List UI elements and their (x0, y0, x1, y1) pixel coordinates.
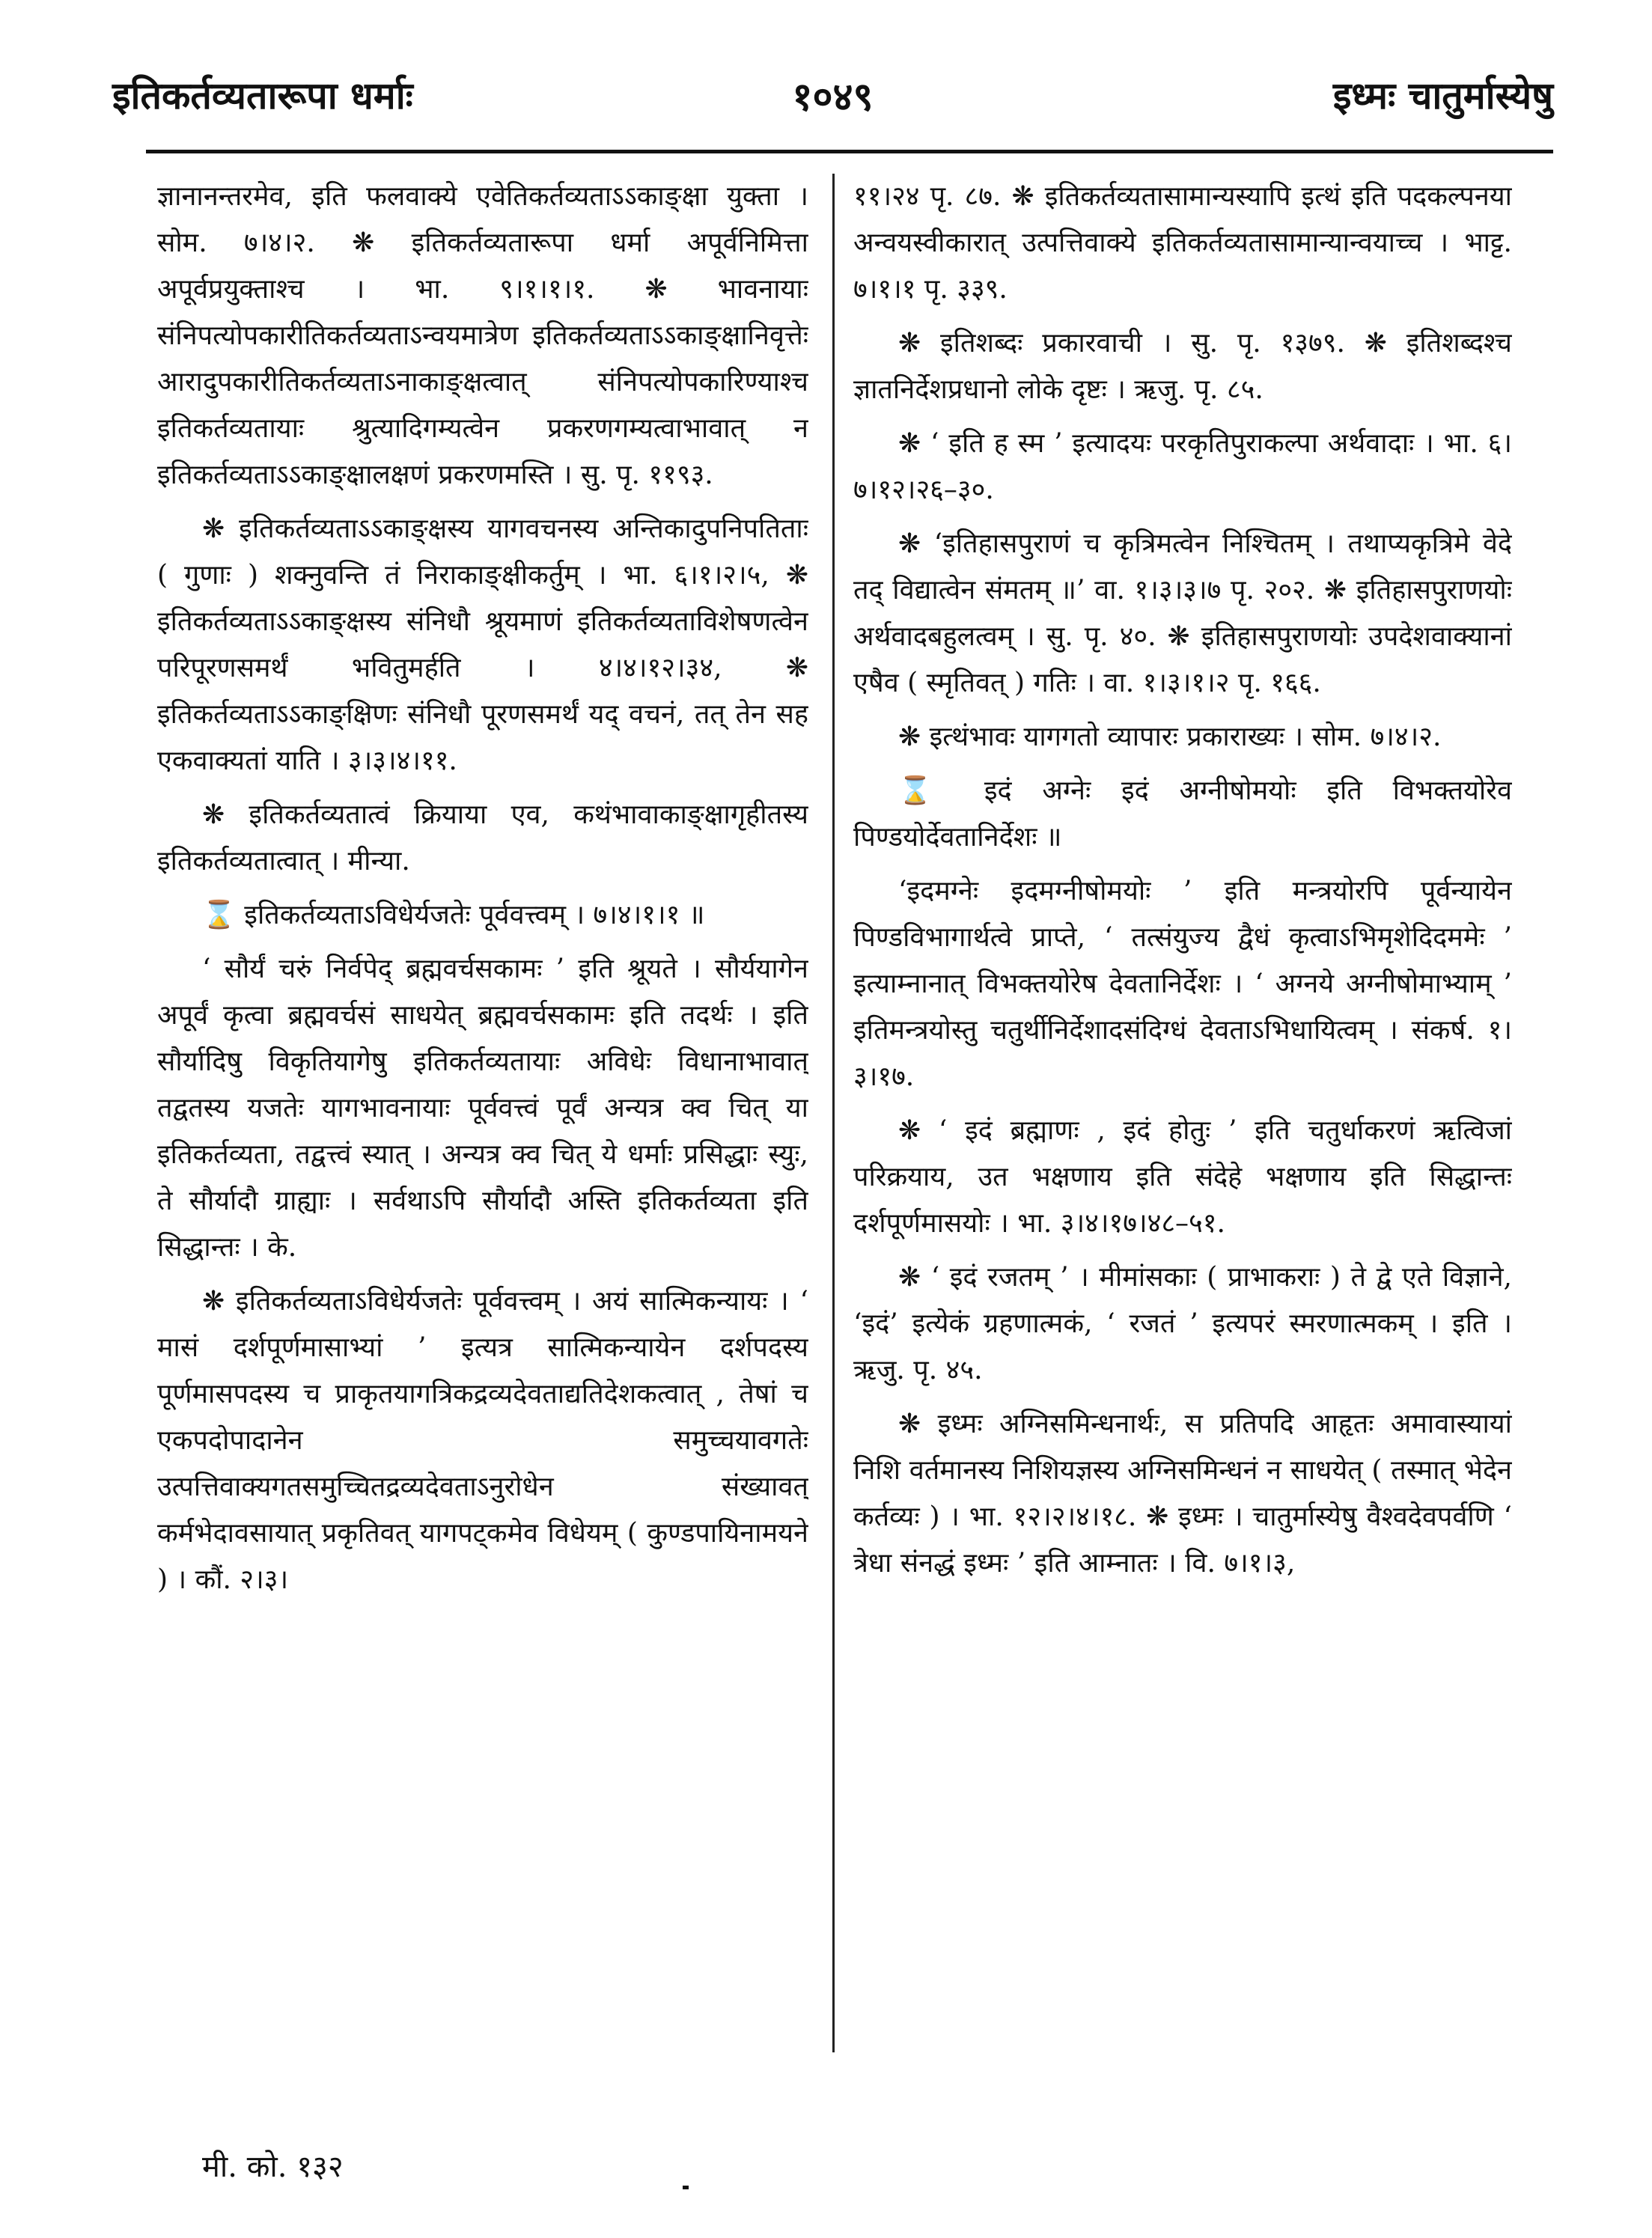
right-column (853, 174, 1512, 2060)
paragraph: ‘इदमग्नेः इदमग्नीषोमयोः ’ इति मन्त्रयोरपि पूर्वन्यायेन पिण्डविभागार्थत्वे प्राप्ते, ‘ तत्संयुज्य द्वैधं कृत्वाऽभिमृशेदिदममेः ’ इत्याम्नानात् विभक्तयोरेष देवतानिर्देशः । ‘ अग्नये अग्नीषोमाभ्याम् ’ इतिमन्त्रयोस्तु चतुर्थीनिर्देशादसंदिग्धं देवताऽभिधायित्वम् । संकर्ष. १।३।१७. (853, 876, 1512, 1092)
paragraph: ⌛ इदं अग्नेः इदं अग्नीषोमयोः इति विभक्तयोरेव पिण्डयोर्देवतानिर्देशः ॥ (853, 775, 1512, 853)
page-number: १०४९ (792, 74, 874, 120)
running-head-left: इतिकर्तव्यतारूपा धर्माः (112, 73, 413, 118)
signature-mark: मी. को. १३२ (202, 2150, 344, 2184)
paragraph: ❋ ‘ इदं ब्रह्माणः , इदं होतुः ’ इति चतुर्धाकरणं ऋत्विजां परिक्रयाय, उत भक्षणाय इति संदेहे भक्षणाय इति सिद्धान्तः दर्शपूर्णमासयोः । भा. ३।४।१७।४८–५१. (853, 1115, 1512, 1239)
paragraph: ❋ इध्मः अग्निसमिन्धनार्थः, स प्रतिपदि आहृतः अमावास्यायां निशि वर्तमानस्य निशियज्ञस्य अग्निसमिन्धनं न साधयेत् ( तस्मात् भेदेन कर्तव्यः ) । भा. १२।२।४।१८. ❋ इध्मः । चातुर्मास्येषु वैश्वदेवपर्वणि ‘ त्रेधा संनद्धं इध्मः ’ इति आम्नातः । वि. ७।१।३, (853, 1409, 1512, 1579)
paragraph: ‘ सौर्यं चरुं निर्वपेद् ब्रह्मवर्चसकामः ’ इति श्रूयते । सौर्ययागेन अपूर्वं कृत्वा ब्रह्मवर्चसं साधयेत् ब्रह्मवर्चसकामः इति तदर्थः । इति सौर्यादिषु विकृतियागेषु इतिकर्तव्यतायाः अविधेः विधानाभावात् तद्वतस्य यजतेः यागभावनायाः पूर्ववत्त्वं पूर्वं अन्यत्र क्व चित् या इतिकर्तव्यता, तद्वत्त्वं स्यात् । अन्यत्र क्व चित् ये धर्माः प्रसिद्धाः स्युः, ते सौर्यादौ ग्राह्याः । सर्वथाऽपि सौर्यादौ अस्ति इतिकर्तव्यता इति सिद्धान्तः । के. (157, 954, 808, 1263)
footer-dot (683, 2186, 689, 2189)
paragraph: ❋ इतिकर्तव्यताऽऽकाङ्क्षस्य यागवचनस्य अन्तिकादुपनिपतिताः ( गुणाः ) शक्नुवन्ति तं निराकाङ्क्षीकर्तुम् । भा. ६।१।२।५, ❋ इतिकर्तव्यताऽऽकाङ्क्षस्य संनिधौ श्रूयमाणं इतिकर्तव्यताविशेषणत्वेन परिपूरणसमर्थं भवितुमर्हति । ४।४।१२।३४, ❋ इतिकर्तव्यताऽऽकाङ्क्षिणः संनिधौ पूरणसमर्थं यद् वचनं, तत् तेन सह एकवाक्यतां याति । ३।३।४।११. (157, 513, 808, 776)
paragraph: ११।२४ पृ. ८७. ❋ इतिकर्तव्यतासामान्यस्यापि इत्थं इति पदकल्पनया अन्वयस्वीकारात् उत्पत्तिवाक्ये इतिकर्तव्यतासामान्यान्वयाच्च । भाट्ट. ७।१।१ पृ. ३३९. (853, 181, 1512, 305)
page-header (112, 69, 1553, 136)
paragraph: ❋ ‘ इति ह स्म ’ इत्यादयः परकृतिपुराकल्पा अर्थवादाः । भा. ६।७।१२।२६–३०. (853, 428, 1512, 505)
paragraph: ❋ इतिकर्तव्यताऽविधेर्यजतेः पूर्ववत्त्वम् । अयं सात्मिकन्यायः । ‘ मासं दर्शपूर्णमासाभ्यां ’ इत्यत्र सात्मिकन्यायेन दर्शपदस्य पूर्णमासपदस्य च प्राकृतयागत्रिकद्रव्यदेवताद्यतिदेशकत्वात् , तेषां च एकपदोपादानेन समुच्चयावगतेः उत्पत्तिवाक्यगतसमुच्चितद्रव्यदेवताऽनुरोधेन संख्यावत् कर्मभेदावसायात् प्रकृतिवत् यागपट्कमेव विधेयम् ( कुण्डपायिनामयने ) । कौं. २।३। (157, 1286, 808, 1595)
paragraph: ❋ ‘इतिहासपुराणं च कृत्रिमत्वेन निश्चितम् । तथाप्यकृत्रिमे वेदे तद् विद्यात्वेन संमतम् ॥’ वा. १।३।३।७ पृ. २०२. ❋ इतिहासपुराणयोः अर्थवादबहुलत्वम् । सु. पृ. ४०. ❋ इतिहासपुराणयोः उपदेशवाक्यानां एषैव ( स्मृतिवत् ) गतिः । वा. १।३।१।२ पृ. १६६. (853, 528, 1512, 698)
paragraph: ❋ इतिशब्दः प्रकारवाची । सु. पृ. १३७९. ❋ इतिशब्दश्च ज्ञातनिर्देशप्रधानो लोके दृष्टः । ऋजु. पृ. ८५. (853, 328, 1512, 405)
paragraph: ❋ इत्थंभावः यागगतो व्यापारः प्रकाराख्यः । सोम. ७।४।२. (898, 722, 1442, 752)
left-column (157, 174, 808, 2060)
paragraph: ❋ इतिकर्तव्यतात्वं क्रियाया एव, कथंभावाकाङ्क्षागृहीतस्य इतिकर्तव्यतात्वात् । मीन्या. (157, 799, 808, 876)
running-head-right: इध्मः चातुर्मास्येषु (1332, 73, 1553, 118)
paragraph: ❋ ‘ इदं रजतम् ’ । मीमांसकाः ( प्राभाकराः ) ते द्वे एते विज्ञाने, ‘इदं’ इत्येकं ग्रहणात्मकं, ‘ रजतं ’ इत्यपरं स्मरणात्मकम् । इति । ऋजु. पृ. ४५. (853, 1262, 1512, 1385)
column-divider (832, 174, 835, 2052)
paragraph: ज्ञानानन्तरमेव, इति फलवाक्ये एवेतिकर्तव्यताऽऽकाङ्क्षा युक्ता । सोम. ७।४।२. ❋ इतिकर्तव्यतारूपा धर्मा अपूर्वनिमित्ता अपूर्वप्रयुक्ताश्च । भा. ९।१।१।१. ❋ भावनायाः संनिपत्योपकारीतिकर्तव्यताऽन्वयमात्रेण इतिकर्तव्यताऽऽकाङ्क्षानिवृत्तेः आरादुपकारीतिकर्तव्यताऽनाकाङ्क्षत्वात् संनिपत्योपकारिण्याश्च इतिकर्तव्यतायाः श्रुत्यादिगम्यत्वेन प्रकरणगम्यत्वाभावात् न इतिकर्तव्यताऽऽकाङ्क्षालक्षणं प्रकरणमस्ति । सु. पृ. ११९३. (157, 181, 808, 490)
paragraph: ⌛ इतिकर्तव्यताऽविधेर्यजतेः पूर्ववत्त्वम् । ७।४।१।१ ॥ (202, 900, 705, 930)
header-rule (146, 150, 1553, 153)
